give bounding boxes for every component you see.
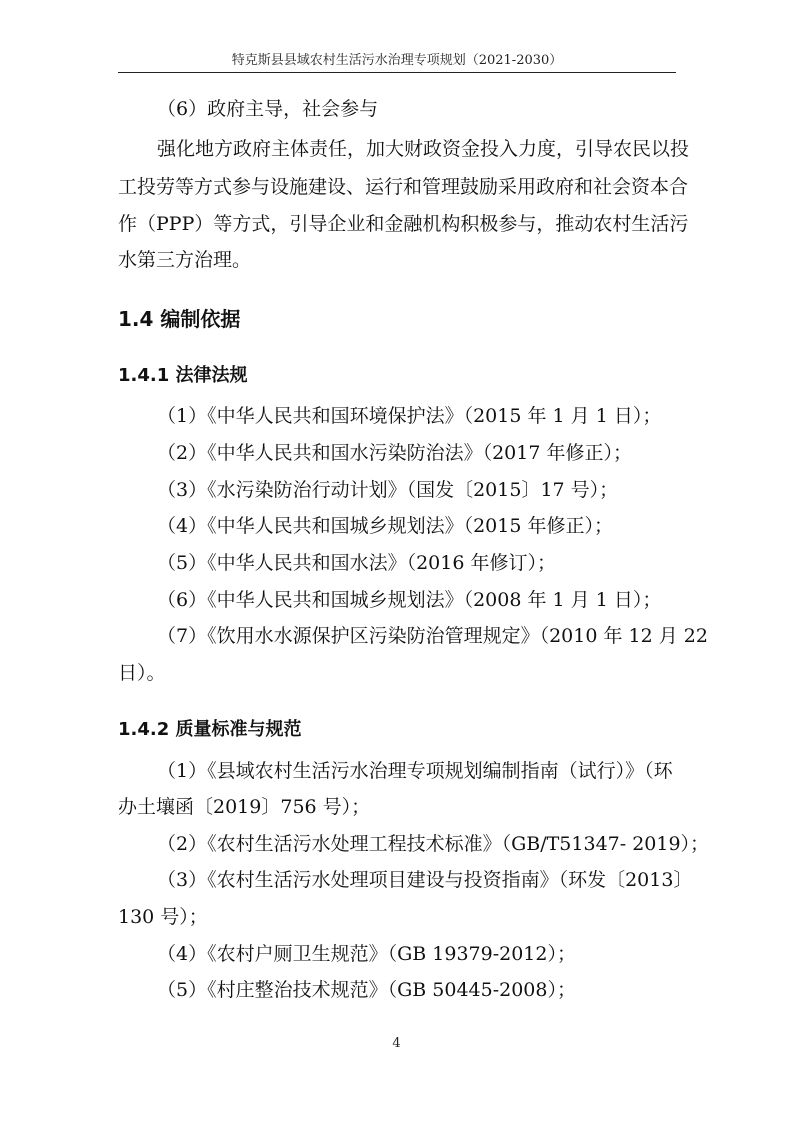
law-list-item: （3）《水污染防治行动计划》（国发〔2015〕17 号）； — [157, 479, 619, 501]
page-number: 4 — [392, 1036, 401, 1051]
law-list-item: （4）《中华人民共和国城乡规划法》（2015 年修正）； — [157, 515, 613, 537]
standard-list-item: （2）《农村生活污水处理工程技术标准》（GB/T51347- 2019）； — [157, 833, 710, 855]
standard-list-item-continuation: 130 号）； — [118, 906, 208, 928]
paragraph-line: 强化地方政府主体责任，加大财政资金投入力度，引导农民以投 — [157, 138, 690, 160]
law-list-item: （7）《饮用水水源保护区污染防治管理规定》（2010 年 12 月 22 — [157, 625, 708, 647]
section-heading-1-4-1: 1.4.1 法律法规 — [118, 365, 248, 386]
law-list-item-continuation: 日）。 — [118, 662, 166, 684]
section-heading-1-4: 1.4 编制依据 — [118, 307, 241, 331]
standard-list-item: （1）《县域农村生活污水治理专项规划编制指南（试行）》（环 — [157, 760, 673, 782]
paragraph-line: 水第三方治理。 — [118, 249, 252, 271]
header-rule — [118, 72, 676, 73]
standard-list-item-continuation: 办土壤函〔2019〕756 号）； — [118, 796, 371, 818]
law-list-item: （1）《中华人民共和国环境保护法》（2015 年 1 月 1 日）； — [157, 405, 662, 427]
standard-list-item: （3）《农村生活污水处理项目建设与投资指南》（环发〔2013〕 — [157, 869, 693, 891]
running-header: 特克斯县县域农村生活污水治理专项规划（2021-2030） — [231, 53, 563, 68]
section-heading-1-4-2: 1.4.2 质量标准与规范 — [118, 719, 302, 740]
law-list-item: （6）《中华人民共和国城乡规划法》（2008 年 1 月 1 日）； — [157, 589, 662, 611]
principle-title: （6）政府主导，社会参与 — [157, 98, 379, 120]
standard-list-item: （5）《村庄整治技术规范》（GB 50445-2008）； — [157, 979, 576, 1001]
standard-list-item: （4）《农村户厕卫生规范》（GB 19379-2012）； — [157, 943, 576, 965]
paragraph-line: 工投劳等方式参与设施建设、运行和管理鼓励采用政府和社会资本合 — [118, 176, 689, 198]
paragraph-line: 作（PPP）等方式，引导企业和金融机构积极参与，推动农村生活污 — [118, 213, 689, 235]
law-list-item: （5）《中华人民共和国水法》（2016 年修订）； — [157, 552, 556, 574]
law-list-item: （2）《中华人民共和国水污染防治法》（2017 年修正）； — [157, 442, 632, 464]
